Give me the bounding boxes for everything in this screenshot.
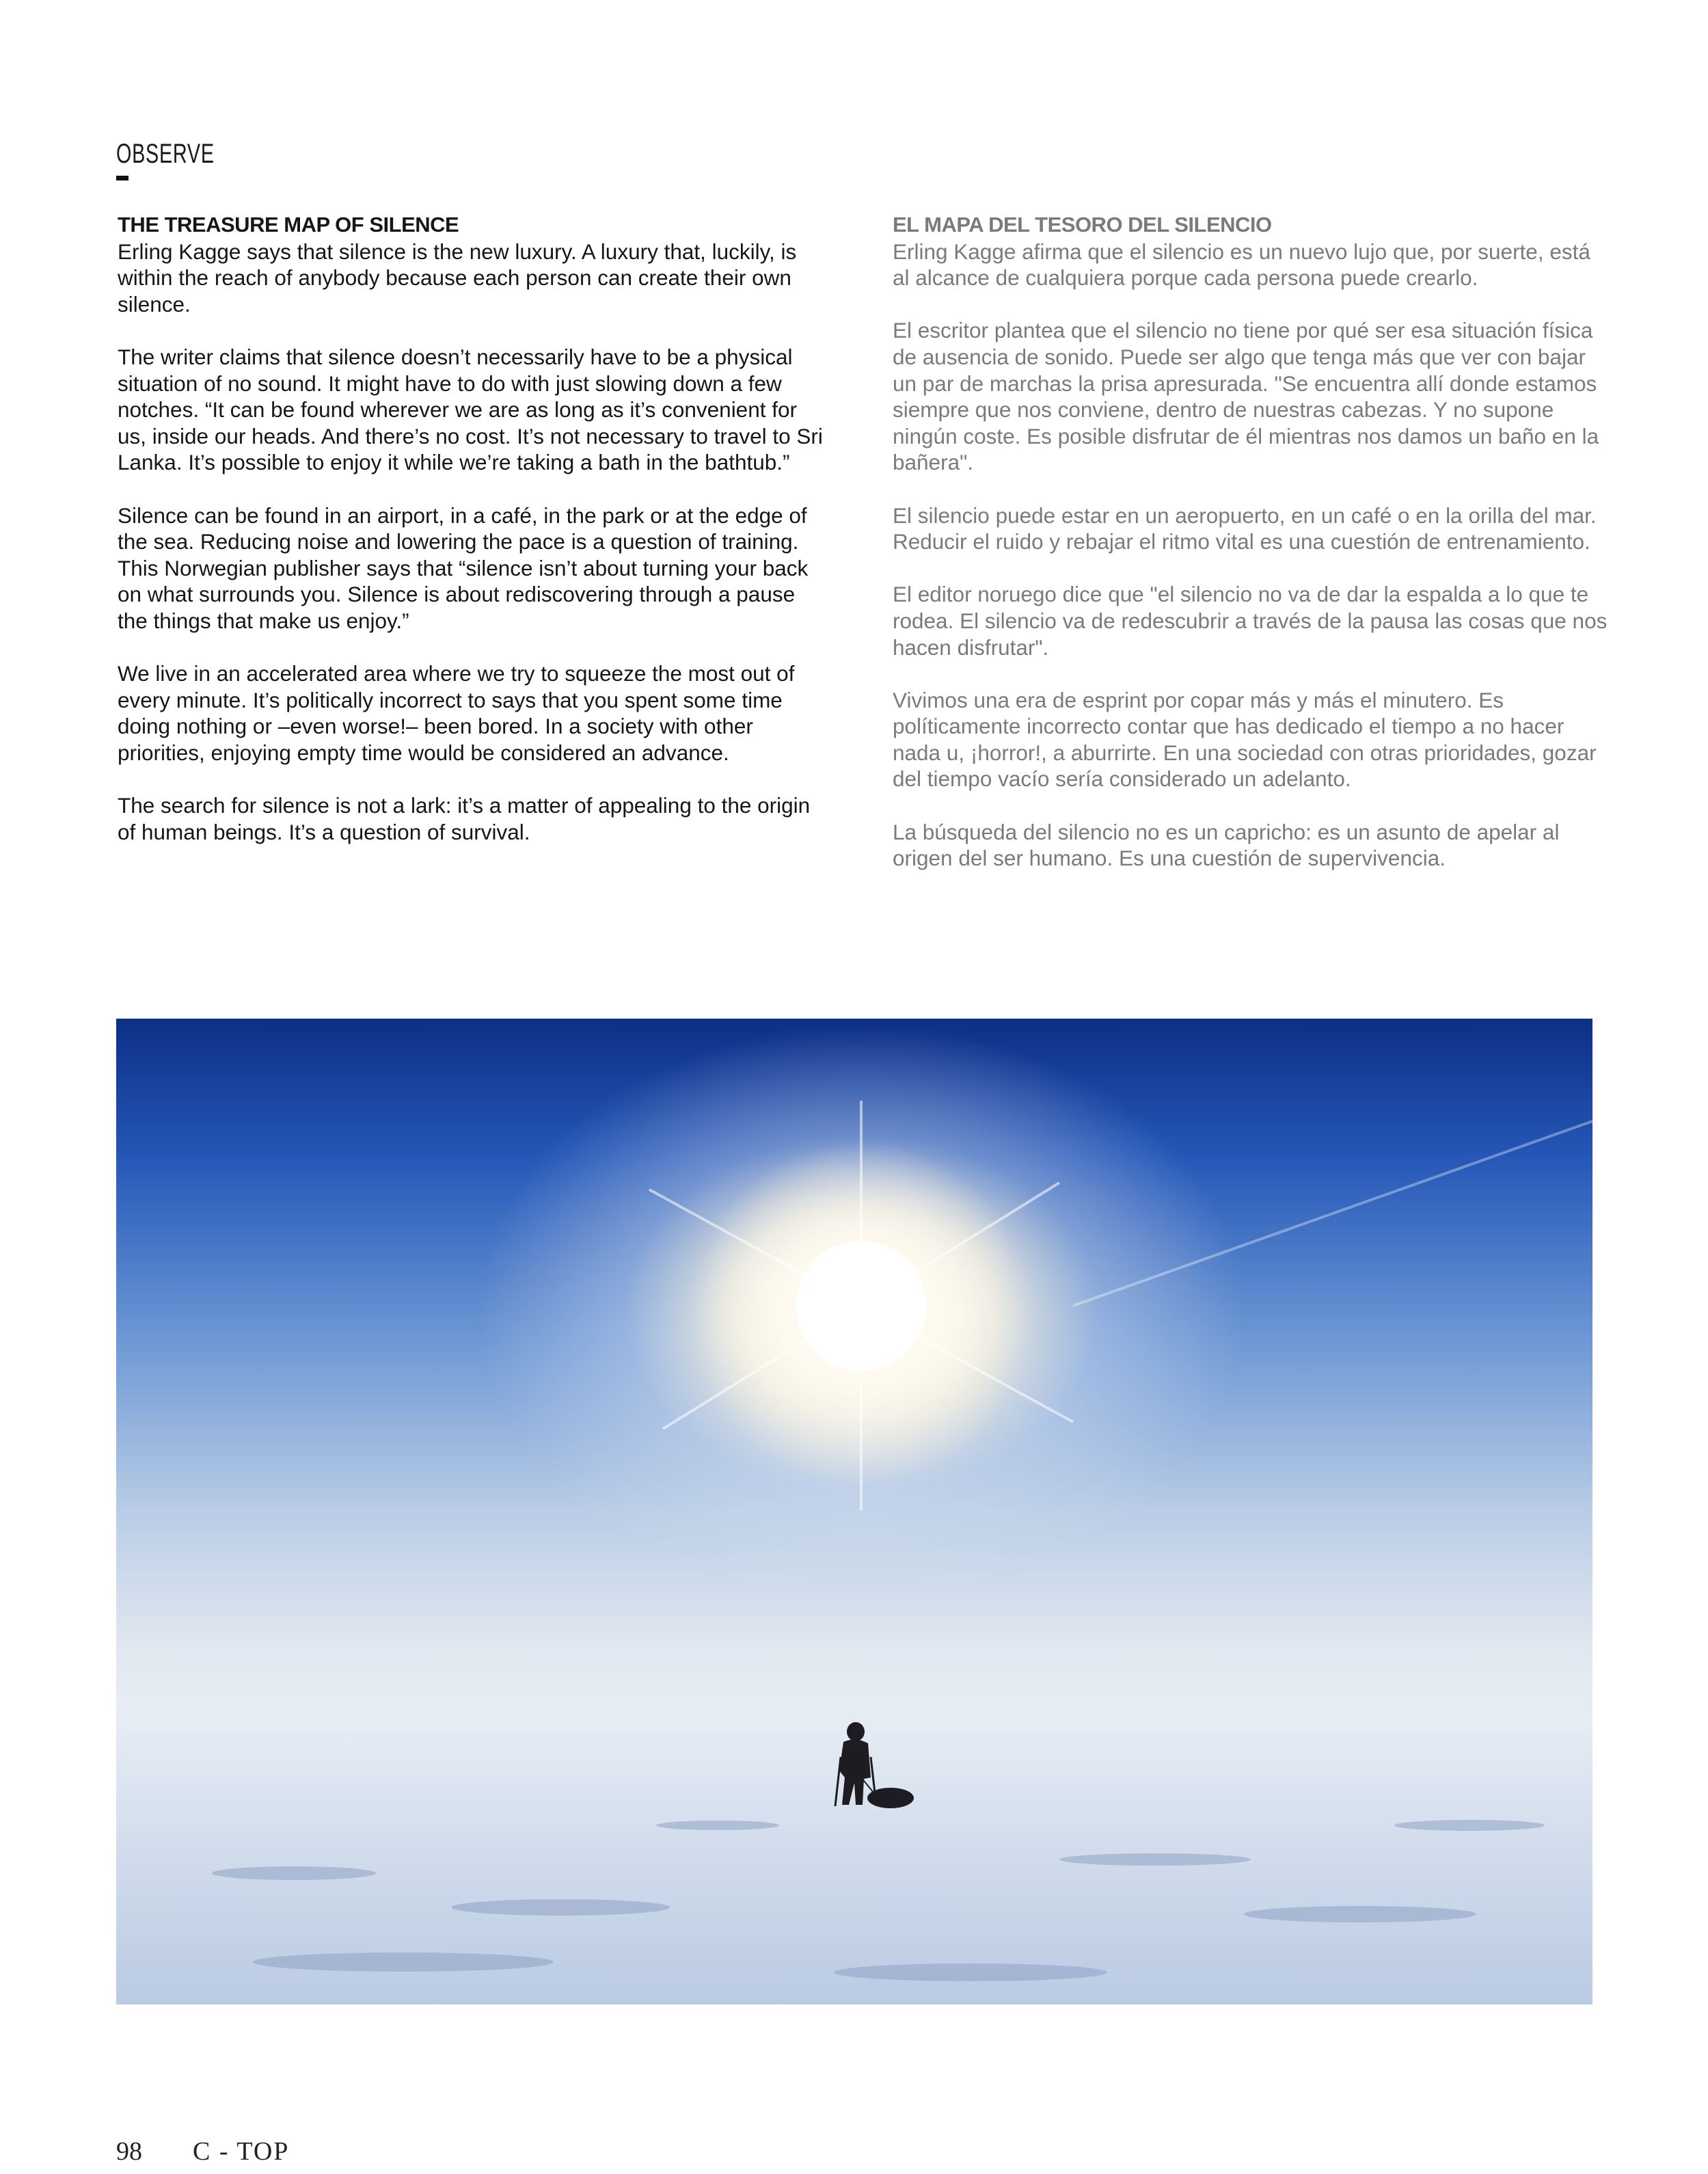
english-paragraph: The writer claims that silence doesn’t necessarily have to be a physical situation of no sound. It might have to do with just slowing down a few notches. “It can be found wherever we are as long as it’s convenient for us, inside our heads. And there’s no cost. It’s not necessary to travel to Sri Lanka. It’s possible to enjoy it while we’re taking a bath in the bathtub.”: [118, 344, 823, 475]
spanish-paragraph: El editor noruego dice que "el silencio no va de dar la espalda a lo que te rodea. El silencio va de redescubrir a través de la pausa las cosas que nos hacen disfrutar".: [893, 582, 1608, 660]
page-number: 98: [116, 2137, 142, 2166]
english-paragraph: The search for silence is not a lark: it’s a matter of appealing to the origin of human beings. It’s a question of survival.: [118, 793, 811, 844]
spanish-article: [893, 212, 1610, 898]
spanish-paragraph: El silencio puede estar en un aeropuerto, en un café o en la orilla del mar. Reducir el ruido y rebajar el ritmo vital es una cuestión de entrenamiento.: [893, 502, 1597, 554]
english-article: [118, 212, 828, 872]
english-paragraph: Erling Kagge says that silence is the new luxury. A luxury that, luckily, is within the reach of anybody because each person can create their own silence.: [118, 239, 797, 317]
spanish-paragraph: La búsqueda del silencio no es un capricho: es un asunto de apelar al origen del ser humano. Es una cuestión de supervivencia.: [893, 819, 1560, 871]
english-paragraph: We live in an accelerated area where we try to squeeze the most out of every minute. It’s politically incorrect to says that you spent some time doing nothing or –even worse!– been bored. In a society with other priorities, enjoying empty time would be considered an advance.: [118, 661, 795, 765]
english-title: THE TREASURE MAP OF SILENCE: [118, 213, 459, 237]
section-label: OBSERVE: [116, 139, 215, 169]
spanish-paragraph: El escritor plantea que el silencio no tiene por qué ser esa situación física de ausencia de sonido. Puede ser algo que tenga más que ver con bajar un par de marchas la prisa apresurada. "Se encuentra allí donde estamos siempre que nos conviene, dentro de nuestras cabezas. Y no supone ningún coste. Es posible disfrutar de él mientras nos damos un baño en la bañera".: [893, 318, 1599, 475]
section-marker-bar: [116, 176, 128, 180]
spanish-paragraph: Vivimos una era de esprint por copar más y más el minutero. Es políticamente incorrecto contar que has dedicado el tiempo a no hacer nada u, ¡horror!, a aburrirte. En una sociedad con otras prioridades, gozar del tiempo vacío sería considerado un adelanto.: [893, 687, 1597, 792]
spanish-paragraph: Erling Kagge afirma que el silencio es un nuevo lujo que, por suerte, está al alcance de cualquiera porque cada persona puede crearlo.: [893, 239, 1590, 291]
magazine-name: C - TOP: [193, 2137, 290, 2166]
snow-field: [116, 1634, 1592, 2004]
spanish-title: EL MAPA DEL TESORO DEL SILENCIO: [893, 213, 1272, 237]
polar-explorer-photo: [116, 1019, 1592, 2004]
photo-illustration: [116, 1019, 1592, 2004]
english-paragraph: Silence can be found in an airport, in a café, in the park or at the edge of the sea. Reducing noise and lowering the pace is a question of training. This Norwegian publisher says that “silence isn’t about turning your back on what surrounds you. Silence is about rediscovering through a pause the things that make us enjoy.”: [118, 502, 809, 633]
